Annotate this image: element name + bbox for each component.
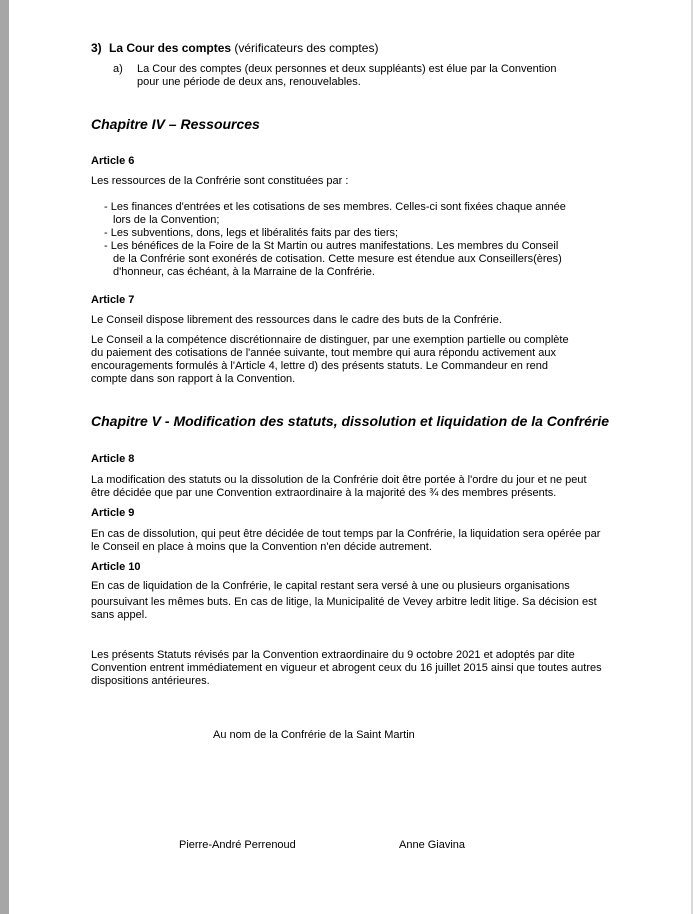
- article6-bullet1-line1: - Les finances d'entrées et les cotisations de ses membres. Celles-ci sont fixées chaque année: [104, 201, 566, 213]
- article10-line1: En cas de liquidation de la Confrérie, le capital restant sera versé à une ou plusieurs organisations: [91, 580, 570, 592]
- closing-line1: Les présents Statuts révisés par la Convention extraordinaire du 9 octobre 2021 et adoptés par dite: [91, 649, 575, 661]
- article7-para2-line3: encouragements formulés à l'Article 4, lettre d) des présents statuts. Le Commandeur en rend: [91, 360, 548, 372]
- signature-signer2: Anne Giavina: [399, 839, 466, 851]
- article8-line1: La modification des statuts ou la dissolution de la Confrérie doit être portée à l'ordre du jour et ne peut: [91, 474, 587, 486]
- signature-signer1: Pierre-André Perrenoud: [179, 839, 296, 851]
- closing-line3: dispositions antérieures.: [91, 675, 210, 687]
- article7-para2-line2: du paiement des cotisations de l'année suivante, tout membre qui aura répondu activement aux: [91, 347, 556, 359]
- article6-intro: Les ressources de la Confrérie sont constituées par :: [91, 175, 349, 187]
- signature-on-behalf: Au nom de la Confrérie de la Saint Martin: [213, 729, 415, 741]
- article10-line3: sans appel.: [91, 609, 148, 621]
- article7-para2-line4: compte dans son rapport à la Convention.: [91, 373, 296, 385]
- article9-line2: le Conseil en place à moins que la Convention n'en décide autrement.: [91, 541, 432, 553]
- section3-heading: [91, 41, 378, 55]
- article10-heading: Article 10: [91, 561, 141, 573]
- article6-bullet3-line1: - Les bénéfices de la Foire de la St Martin ou autres manifestations. Les membres du Conseil: [104, 240, 559, 252]
- section3-subtitle: (vérificateurs des comptes): [234, 41, 379, 55]
- section3-title: La Cour des comptes: [109, 41, 232, 55]
- article6-bullet2-line1: - Les subventions, dons, legs et libéralités faits par des tiers;: [104, 227, 399, 239]
- article8-line2: être décidée que par une Convention extraordinaire à la majorité des ¾ des membres présents.: [91, 487, 557, 499]
- section3-item-a-line2: pour une période de deux ans, renouvelables.: [137, 76, 361, 88]
- article7-para1: Le Conseil dispose librement des ressources dans le cadre des buts de la Confrérie.: [91, 314, 502, 326]
- article6-bullet3-line3: d'honneur, cas échéant, à la Marraine de la Confrérie.: [113, 266, 375, 278]
- section3-number: 3): [91, 41, 102, 55]
- article6-bullet3-line2: de la Confrérie sont exonérés de cotisation. Cette mesure est étendue aux Conseillers(ères): [113, 253, 562, 265]
- article6-bullet1-line2: lors de la Convention;: [113, 214, 220, 226]
- chapter4-title: Chapitre IV – Ressources: [91, 116, 260, 132]
- section3-item-a-marker: a): [113, 63, 123, 75]
- closing-line2: Convention entrent immédiatement en vigueur et abrogent ceux du 16 juillet 2015 ainsi que toutes autres: [91, 662, 602, 674]
- article8-heading: Article 8: [91, 453, 135, 465]
- article6-heading: Article 6: [91, 155, 135, 167]
- article10-line2: poursuivant les mêmes buts. En cas de litige, la Municipalité de Vevey arbitre ledit litige. Sa décision est: [91, 596, 597, 608]
- article9-line1: En cas de dissolution, qui peut être décidée de tout temps par la Confrérie, la liquidation sera opérée par: [91, 528, 601, 540]
- document-page: [9, 0, 691, 914]
- section3-item-a-line1: La Cour des comptes (deux personnes et deux suppléants) est élue par la Convention: [137, 63, 557, 75]
- article9-heading: Article 9: [91, 507, 135, 519]
- article7-heading: Article 7: [91, 294, 135, 306]
- article7-para2-line1: Le Conseil a la compétence discrétionnaire de distinguer, par une exemption partielle ou complète: [91, 334, 569, 346]
- page-gutter: [0, 0, 9, 914]
- chapter5-title: Chapitre V - Modification des statuts, dissolution et liquidation de la Confrérie: [91, 413, 610, 429]
